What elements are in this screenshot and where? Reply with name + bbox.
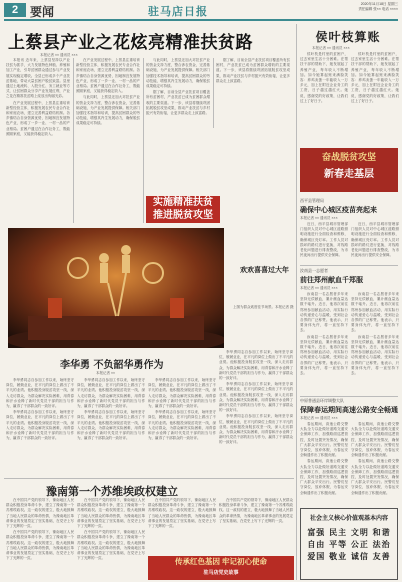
history-col-1: 在中国共产党的领导下，豫南地区人民群众积极投身革命斗争，建立了豫南第一个苏维埃政权。这一政权的建立，极大地鼓舞了当地人民群众的革命热情，为豫南地区革命事业的发展奠定了坚实基础，在党史上写下了光辉的一页。 在中国共产党的领导下，豫南地区人民群众积极投身革命斗争，建立了豫南第一个苏维埃政权。这一政权的建立，极大地鼓舞了当地人民群众的革命热情，为豫南地区革命事业的发展奠定了坚实基础，在党史上写下了光辉的一页。	[6, 498, 74, 561]
right-banner-top: 奋战脱贫攻坚	[321, 152, 376, 162]
promo-line-2: 推进脱贫攻坚	[153, 210, 213, 221]
history-col-3: 在中国共产党的领导下，豫南地区人民群众积极投身革命斗争，建立了豫南第一个苏维埃政权。这一政权的建立，极大地鼓舞了当地人民群众的革命热情，为豫南地区革命事业的发展奠定了坚实基础，在党史上写下了光辉的一页。	[148, 498, 216, 529]
right-promo-banner	[300, 148, 398, 192]
main-col-2: 在产业发展过程中，上蔡县注重培育新型经营主体，积极发展农民专业合作社和家庭农场，建立完善利益联结机制。各乡镇结合自身资源优势，因地制宜发展特色产业，形成了一乡一业、一村一品的产业格局。贫困户通过在合作社务工，既能照顾家庭，又能获得稳定收入。 与此同时，上蔡县还加大对扶贫产业的资金支持力度，整合涉农资金，完善基础设施，为产业发展提供保障。相关部门加强技术指导和培训，提高贫困群众的劳动技能，增强其内生发展动力，确保脱贫成果稳定可持续。	[76, 58, 140, 126]
header-rule	[4, 19, 398, 21]
header-meta-line: 2020年11月18日 星期三	[360, 2, 398, 6]
xiping-col-1: 近日，西平县城市管理部门组织人员对中心城区道路照明设施进行全面检查和维修，确保城区亮灯率。工作人员对损坏的路灯进行更换，对线路老化问题进行排查整改，为市民夜间出行提供安全保障。	[300, 222, 348, 258]
col-divider	[213, 58, 214, 128]
party-history-banner	[148, 556, 294, 580]
photo-caption-note: 上图为群众欢度佳节场景。本报记者 摄	[233, 305, 294, 309]
xiping-title: 确保中心城区疫苗亮起来	[300, 205, 377, 214]
paper-logo: 驻马店日报	[148, 5, 208, 18]
photo-caption-title: 欢欢喜喜过大年	[240, 265, 289, 274]
core-values-title: 社会主义核心价值观基本内容	[309, 515, 388, 522]
runan-byline: 本报记者 ×× 通讯员 ×××	[300, 286, 338, 290]
main-byline: 本报记者 ×× 通讯员 ×××	[40, 53, 78, 57]
section-rule	[4, 478, 294, 479]
main-col-1: 本报讯 近年来，上蔡县坚持以产业扶贫为抓手，大力发展特色种植、养殖和加工产业，引导贫困群众通过参与产业发展实现稳定增收。全县已形成多个产业扶贫基地，带动大量贫困户脱贫致富。县里通过土地流转、入股分红、务工就业等方式，让贫困群众分享产业发展红利，产业之花在精准扶贫路上绽放出绚丽光彩。 在产业发展过程中，上蔡县注重培育新型经营主体，积极发展农民专业合作社和家庭农场，建立完善利益联结机制。各乡镇结合自身资源优势，因地制宜发展特色产业，形成了一乡一业、一村一品的产业格局。贫困户通过在合作社务工，既能照顾家庭，又能获得稳定收入。	[6, 58, 70, 136]
main-col-3: 与此同时，上蔡县还加大对扶贫产业的资金支持力度，整合涉农资金，完善基础设施，为产业发展提供保障。相关部门加强技术指导和培训，提高贫困群众的劳动技能，增强其内生发展动力，确保脱贫成果稳定可持续。 据了解，目前全县产业扶贫项目覆盖所有贫困村，产业扶贫已成为贫困群众增收的主要渠道。下一步，该县将继续巩固拓展脱贫攻坚成果，推动产业扶贫与乡村振兴有效衔接，让更多群众走上致富路。	[146, 58, 210, 116]
feature-byline: 本报记者 ×× 通讯员 ×××	[312, 46, 350, 50]
core-values-line: 爱国 敬业 诚信 友善	[307, 551, 391, 561]
section-name: 要闻	[30, 5, 55, 19]
feature-col-1: 侯叶枝是村里的贫困户，过去家里生活十分困难。在帮扶干部的帮助下，她发展起了养殖产业，每年收入不断增加。如今她算起账来满脸笑容：养鸡卖蛋一年能收入一万多元，加上在附近企业务工的工资，日子越过越红火。她说，感谢党的好政策，让我们过上了好日子。	[300, 52, 348, 103]
promo-banner	[146, 196, 220, 223]
main-col-4: 据了解，目前全县产业扶贫项目覆盖所有贫困村，产业扶贫已成为贫困群众增收的主要渠道。下一步，该县将继续巩固拓展脱贫攻坚成果，推动产业扶贫与乡村振兴有效衔接，让更多群众走上致富路。	[216, 58, 290, 83]
core-values-line: 自由 平等 公正 法治	[307, 539, 391, 549]
header-meta	[300, 2, 398, 12]
header-meta-line: 责任编辑 张×× 电话 ××××	[358, 7, 398, 11]
page-number: 2	[4, 3, 26, 17]
zhongyi-title: 保障春运期间高速公路安全畅通	[300, 405, 398, 414]
photo-acrobatics	[8, 228, 224, 348]
history-col-4: 在中国共产党的领导下，豫南地区人民群众积极投身革命斗争，建立了豫南第一个苏维埃政权。这一政权的建立，极大地鼓舞了当地人民群众的革命热情，为豫南地区革命事业的发展奠定了坚实基础，在党史上写下了光辉的一页。	[219, 498, 293, 523]
zhongyi-byline: 本报记者 ×× 通讯员 ×××	[300, 416, 338, 420]
xiping-kicker: 西平县管理局	[300, 198, 324, 203]
col-divider	[73, 58, 74, 223]
core-values-box	[300, 508, 398, 580]
right-col-divider	[296, 24, 297, 580]
history-col-2: 在中国共产党的领导下，豫南地区人民群众积极投身革命斗争，建立了豫南第一个苏维埃政权。这一政权的建立，极大地鼓舞了当地人民群众的革命热情，为豫南地区革命事业的发展奠定了坚实基础，在党史上写下了光辉的一页。 在中国共产党的领导下，豫南地区人民群众积极投身革命斗争，建立了豫南第一个苏维埃政权。这一政权的建立，极大地鼓舞了当地人民群众的革命热情，为豫南地区革命事业的发展奠定了坚实基础，在党史上写下了光辉的一页。	[77, 498, 145, 561]
col-divider	[143, 58, 144, 223]
li-title: 李华勇 不负韶华勇作为	[60, 360, 164, 371]
feature-title: 侯叶枝算账	[315, 30, 381, 44]
runan-title: 前往郑州献血千郑服	[300, 275, 363, 284]
li-col-2: 李华勇同志自参加工作以来，始终坚守岗位，兢兢业业，在平凡的岗位上做出了不平凡的业绩。他积极投身脱贫攻坚一线，深入走访群众，为群众解决实际困难，用青春和汗水诠释了新时代党员干部的担当与作为，赢得了干部群众的一致好评。 李华勇同志自参加工作以来，始终坚守岗位，兢兢业业，在平凡的岗位上做出了不平凡的业绩。他积极投身脱贫攻坚一线，深入走访群众，为群众解决实际困难，用青春和汗水诠释了新时代党员干部的担当与作为，赢得了干部群众的一致好评。	[77, 378, 145, 441]
party-banner-line-2: 驻马店党史故事	[203, 570, 239, 576]
zhongyi-col-2: 春运期间，高速公路交警大队全力以赴做好道路交通安全保障工作，加强路面巡逻管控，及时处置突发情况，确保广大群众平安出行。民警们坚守岗位，放弃休假，为春运安全畅通作出了积极贡献。 春运期间，高速公路交警大队全力以赴做好道路交通安全保障工作，加强路面巡逻管控，及时处置突发情况，确保广大群众平安出行。民警们坚守岗位，放弃休假，为春运安全畅通作出了积极贡献。	[351, 422, 399, 495]
xiping-col-2: 近日，西平县城市管理部门组织人员对中心城区道路照明设施进行全面检查和维修，确保城区亮灯率。工作人员对损坏的路灯进行更换，对线路老化问题进行排查整改，为市民夜间出行提供安全保障。	[351, 222, 399, 258]
li-col-4: 李华勇同志自参加工作以来，始终坚守岗位，兢兢业业，在平凡的岗位上做出了不平凡的业绩。他积极投身脱贫攻坚一线，深入走访群众，为群众解决实际困难，用青春和汗水诠释了新时代党员干部的担当与作为，赢得了干部群众的一致好评。 李华勇同志自参加工作以来，始终坚守岗位，兢兢业业，在平凡的岗位上做出了不平凡的业绩。他积极投身脱贫攻坚一线，深入走访群众，为群众解决实际困难，用青春和汗水诠释了新时代党员干部的担当与作为，赢得了干部群众的一致好评。 李华勇同志自参加工作以来，始终坚守岗位，兢兢业业，在平凡的岗位上做出了不平凡的业绩。他积极投身脱贫攻坚一线，深入走访群众，为群众解决实际困难，用青春和汗水诠释了新时代党员干部的担当与作为，赢得了干部群众的一致好评。	[219, 350, 293, 445]
runan-kicker: 汝南县一志愿者	[300, 268, 328, 273]
runan-col-2: 汝南县一名志愿者多年来坚持无偿献血，累计献血量达数千毫升。近日，他再次前往郑州参加献血活动，用实际行动传递爱心与温暖，受到社会各界的广泛称赞。他表示，只要身体允许，将一直坚持下去。 汝南县一名志愿者多年来坚持无偿献血，累计献血量达数千毫升。近日，他再次前往郑州参加献血活动，用实际行动传递爱心与温暖，受到社会各界的广泛称赞。他表示，只要身体允许，将一直坚持下去。	[351, 292, 399, 376]
right-banner-bottom: 新春走基层	[324, 169, 374, 180]
zhongyi-col-1: 春运期间，高速公路交警大队全力以赴做好道路交通安全保障工作，加强路面巡逻管控，及时处置突发情况，确保广大群众平安出行。民警们坚守岗位，放弃休假，为春运安全畅通作出了积极贡献。 春运期间，高速公路交警大队全力以赴做好道路交通安全保障工作，加强路面巡逻管控，及时处置突发情况，确保广大群众平安出行。民警们坚守岗位，放弃休假，为春运安全畅通作出了积极贡献。	[300, 422, 348, 495]
xiping-byline: 本报记者 ×× 通讯员 ×××	[300, 216, 338, 220]
history-title: 豫南第一个苏维埃政权建立	[46, 485, 178, 498]
li-byline: 本报记者 ××	[96, 371, 116, 375]
section-rule	[300, 265, 398, 266]
core-values-line: 富强 民主 文明 和谐	[307, 527, 391, 537]
party-banner-line-1: 传承红色基因 牢记初心使命	[174, 557, 268, 566]
zhongyi-kicker: 中原普通县环岸调整大队	[300, 398, 344, 403]
section-rule	[300, 396, 398, 397]
feature-col-2: 侯叶枝是村里的贫困户，过去家里生活十分困难。在帮扶干部的帮助下，她发展起了养殖产业，每年收入不断增加。如今她算起账来满脸笑容：养鸡卖蛋一年能收入一万多元，加上在附近企业务工的工资，日子越过越红火。她说，感谢党的好政策，让我们过上了好日子。	[351, 52, 399, 103]
runan-col-1: 汝南县一名志愿者多年来坚持无偿献血，累计献血量达数千毫升。近日，他再次前往郑州参加献血活动，用实际行动传递爱心与温暖，受到社会各界的广泛称赞。他表示，只要身体允许，将一直坚持下去。 汝南县一名志愿者多年来坚持无偿献血，累计献血量达数千毫升。近日，他再次前往郑州参加献血活动，用实际行动传递爱心与温暖，受到社会各界的广泛称赞。他表示，只要身体允许，将一直坚持下去。	[300, 292, 348, 376]
li-col-3: 李华勇同志自参加工作以来，始终坚守岗位，兢兢业业，在平凡的岗位上做出了不平凡的业绩。他积极投身脱贫攻坚一线，深入走访群众，为群众解决实际困难，用青春和汗水诠释了新时代党员干部的担当与作为，赢得了干部群众的一致好评。 李华勇同志自参加工作以来，始终坚守岗位，兢兢业业，在平凡的岗位上做出了不平凡的业绩。他积极投身脱贫攻坚一线，深入走访群众，为群众解决实际困难，用青春和汗水诠释了新时代党员干部的担当与作为，赢得了干部群众的一致好评。	[148, 378, 216, 441]
photo-illustration	[8, 228, 224, 348]
li-col-1: 李华勇同志自参加工作以来，始终坚守岗位，兢兢业业，在平凡的岗位上做出了不平凡的业绩。他积极投身脱贫攻坚一线，深入走访群众，为群众解决实际困难，用青春和汗水诠释了新时代党员干部的担当与作为，赢得了干部群众的一致好评。 李华勇同志自参加工作以来，始终坚守岗位，兢兢业业，在平凡的岗位上做出了不平凡的业绩。他积极投身脱贫攻坚一线，深入走访群众，为群众解决实际困难，用青春和汗水诠释了新时代党员干部的担当与作为，赢得了干部群众的一致好评。	[6, 378, 74, 441]
main-headline: 上蔡县产业之花炫亮精准扶贫路	[8, 33, 253, 53]
promo-line-1: 实施精准扶贫	[153, 197, 213, 208]
